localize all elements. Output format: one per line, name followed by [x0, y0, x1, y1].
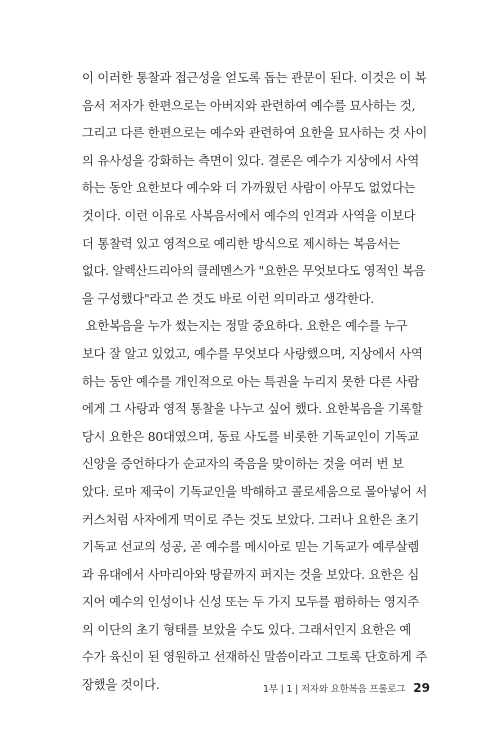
text-line: 그리고 다른 한편으로는 예수와 관련하여 요한을 묘사하는 것 사이 — [82, 126, 427, 141]
text-line: 의 유사성을 강화하는 측면이 있다. 결론은 예수가 지상에서 사역 — [82, 153, 420, 168]
text-line: 것이다. 이런 이유로 사복음서에서 예수의 인격과 사역을 이보다 — [82, 208, 416, 223]
text-line: 요한복음을 누가 썼는지는 정말 중요하다. 요한은 예수를 누구 — [82, 319, 408, 334]
text-line: 이 이러한 통찰과 접근성을 얻도록 돕는 관문이 된다. 이것은 이 복 — [82, 71, 427, 85]
text-line: 더 통찰력 있고 영적으로 예리한 방식으로 제시하는 복음서는 — [82, 236, 400, 251]
text-line: 을 구성했다"라고 쓴 것도 바로 이런 의미라고 생각한다. — [82, 291, 375, 306]
page-footer — [0, 677, 430, 696]
text-line: 하는 동안 요한보다 예수와 더 가까웠던 사람이 아무도 없었다는 — [82, 181, 416, 196]
text-line: 았다. 로마 제국이 기독교인을 박해하고 콜로세움으로 몰아넣어 서 — [82, 484, 427, 499]
text-line: 당시 요한은 80대였으며, 동료 사도를 비롯한 기독교인이 기독교 — [82, 429, 419, 444]
text-line: 수가 육신이 된 영원하고 선재하신 말씀이라고 그토록 단호하게 주 — [82, 650, 427, 665]
text-line: 없다. 알렉산드리아의 클레멘스가 "요한은 무엇보다도 영적인 복음 — [82, 264, 426, 279]
text-line: 장했을 것이다. — [82, 678, 160, 693]
body-text — [82, 65, 428, 700]
text-line: 과 유대에서 사마리아와 땅끝까지 퍼지는 것을 보았다. 요한은 심 — [82, 567, 420, 582]
text-line: 음서 저자가 한편으로는 아버지와 관련하여 예수를 묘사하는 것, — [82, 98, 416, 113]
text-line: 커스처럼 사자에게 먹이로 주는 것도 보았다. 그러나 요한은 초기 — [82, 512, 420, 527]
text-line: 보다 잘 알고 있었고, 예수를 무엇보다 사랑했으며, 지상에서 사역 — [82, 346, 423, 361]
text-line: 에게 그 사랑과 영적 통찰을 나누고 싶어 했다. 요한복음을 기록할 — [82, 402, 423, 417]
text-line: 하는 동안 예수를 개인적으로 아는 특권을 누리지 못한 다른 사람 — [82, 374, 420, 389]
page-number: 29 — [413, 681, 430, 695]
text-line: 지어 예수의 인성이나 신성 또는 두 가지 모두를 폄하하는 영지주 — [82, 595, 420, 610]
running-head: 1부 | 1 | 저자와 요한복음 프롤로그 — [262, 684, 406, 695]
text-line: 기독교 선교의 성공, 곧 예수를 메시아로 믿는 기독교가 예루살렘 — [82, 540, 420, 555]
text-line: 신앙을 증언하다가 순교자의 죽음을 맞이하는 것을 여러 번 보 — [82, 457, 404, 472]
text-line: 의 이단의 초기 형태를 보았을 수도 있다. 그래서인지 요한은 예 — [82, 622, 412, 637]
